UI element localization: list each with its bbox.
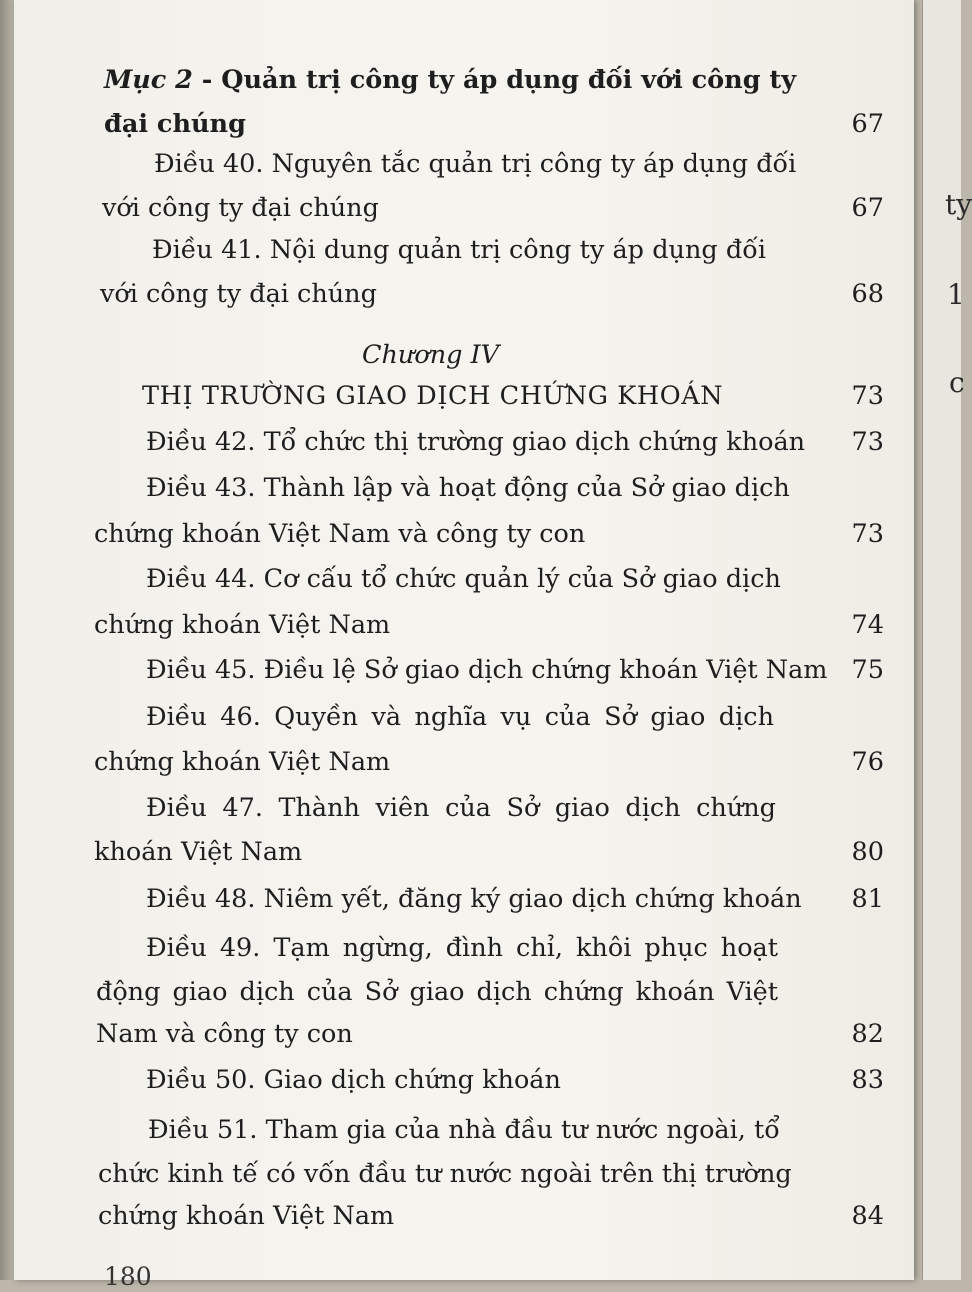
page-number: 180 [104,1262,152,1291]
adjacent-page-fragment: c [949,366,965,399]
section-heading-line1 [14,58,914,102]
toc-entry-text: Điều 46. Quyền và nghĩa vụ của Sở giao dịch [146,702,774,732]
toc-entry-44-line1 [14,557,914,601]
chapter-title: THỊ TRƯỜNG GIAO DỊCH CHỨNG KHOÁN [142,381,724,411]
toc-entry-47-line1 [14,786,914,830]
toc-entry-40-line1 [14,142,914,186]
book-page [14,0,914,1291]
toc-entry-text: Điều 43. Thành lập và hoạt động của Sở giao dịch [146,473,790,503]
toc-entry-46-line1 [14,695,914,739]
toc-entry-text: Điều 40. Nguyên tắc quản trị công ty áp dụng đối [154,149,797,179]
toc-entry-text: chứng khoán Việt Nam và công ty con [94,519,586,549]
toc-entry-49-line1 [14,926,914,970]
toc-entry-text: chứng khoán Việt Nam [98,1201,395,1231]
toc-entry-49-line2 [14,970,914,1014]
toc-entry-46-line2 [14,740,914,784]
section-page: 67 [851,109,884,139]
section-title: - Quản trị công ty áp dụng đối với công ty [192,65,797,95]
toc-entry-text: Điều 47. Thành viên của Sở giao dịch chứng [146,793,776,823]
toc-entry-50 [14,1058,914,1102]
toc-entry-page: 67 [851,193,884,223]
toc-entry-text: động giao dịch của Sở giao dịch chứng khoán Việt [96,977,778,1007]
toc-entry-text: với công ty đại chúng [102,193,379,223]
adjacent-page-fragment: ty [945,188,972,221]
toc-entry-text: khoán Việt Nam [94,837,303,867]
toc-entry-page: 76 [851,747,884,777]
section-heading-line2 [14,102,914,146]
toc-entry-51-line2 [14,1152,914,1196]
toc-entry-text: Điều 45. Điều lệ Sở giao dịch chứng khoán Việt Nam [146,655,828,685]
toc-entry-text: Điều 51. Tham gia của nhà đầu tư nước ngoài, tổ [148,1115,780,1145]
toc-entry-page: 82 [851,1019,884,1049]
toc-entry-page: 73 [851,427,884,457]
toc-entry-page: 68 [851,279,884,309]
toc-entry-51-line1 [14,1108,914,1152]
toc-entry-text: với công ty đại chúng [100,279,377,309]
toc-entry-43-line1 [14,466,914,510]
chapter-title-row [14,374,914,418]
toc-entry-41-line2 [14,272,914,316]
toc-entry-51-line3 [14,1194,914,1238]
toc-entry-text: Điều 49. Tạm ngừng, đình chỉ, khôi phục hoạt [146,933,778,963]
toc-entry-page: 75 [851,655,884,685]
toc-entry-text: chứng khoán Việt Nam [94,747,391,777]
toc-entry-45 [14,648,914,692]
toc-entry-page: 81 [851,884,884,914]
toc-entry-text: Điều 41. Nội dung quản trị công ty áp dụng đối [152,235,766,265]
toc-entry-text: Điều 48. Niêm yết, đăng ký giao dịch chứng khoán [146,884,802,914]
chapter-page: 73 [851,381,884,411]
toc-entry-43-line2 [14,512,914,556]
toc-entry-text: Điều 42. Tổ chức thị trường giao dịch chứng khoán [146,427,806,457]
toc-entry-page: 74 [851,610,884,640]
chapter-label-text: Chương IV [362,340,500,370]
toc-entry-page: 80 [851,837,884,867]
adjacent-page-fragment: 1 [947,278,965,311]
toc-entry-page: 84 [851,1201,884,1231]
toc-entry-40-line2 [14,186,914,230]
toc-entry-44-line2 [14,603,914,647]
toc-entry-page: 73 [851,519,884,549]
section-title-cont: đại chúng [104,109,246,139]
toc-entry-48 [14,877,914,921]
toc-entry-42 [14,420,914,464]
section-label: Mục 2 [104,65,193,95]
toc-entry-page: 83 [851,1065,884,1095]
toc-entry-41-line1 [14,228,914,272]
toc-entry-text: Nam và công ty con [96,1019,353,1049]
toc-entry-49-line3 [14,1012,914,1056]
toc-entry-text: chứng khoán Việt Nam [94,610,391,640]
toc-entry-47-line2 [14,830,914,874]
adjacent-page-edge [922,0,972,1280]
toc-entry-text: Điều 44. Cơ cấu tổ chức quản lý của Sở giao dịch [146,564,781,594]
toc-entry-text: chức kinh tế có vốn đầu tư nước ngoài trên thị trường [98,1159,792,1189]
toc-entry-text: Điều 50. Giao dịch chứng khoán [146,1065,561,1095]
chapter-label [14,333,914,377]
